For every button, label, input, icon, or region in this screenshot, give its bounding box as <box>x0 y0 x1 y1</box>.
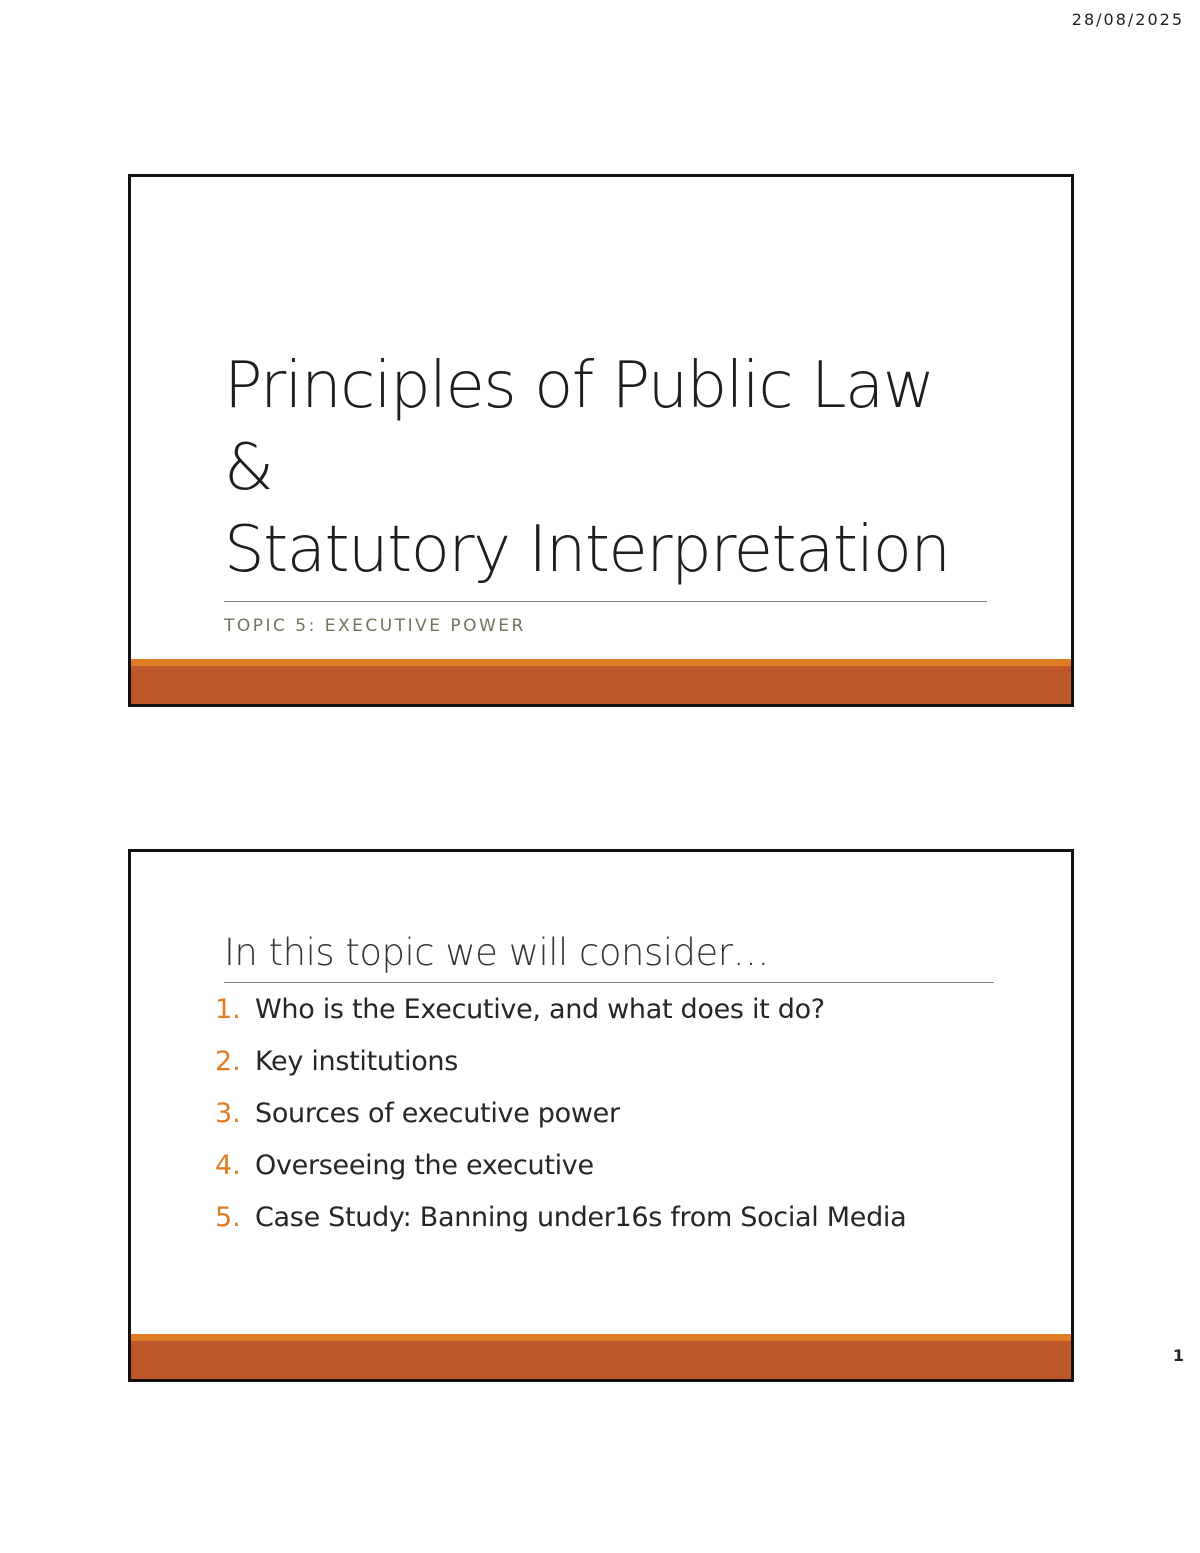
page-number: 1 <box>1172 1346 1184 1365</box>
slide-subtitle: TOPIC 5: EXECUTIVE POWER <box>224 616 526 636</box>
topic-number: 2. <box>215 1046 241 1077</box>
slide-topic-overview <box>128 849 1074 1382</box>
topic-text: Overseeing the executive <box>255 1150 594 1181</box>
topic-number: 3. <box>215 1098 241 1129</box>
topic-item-4 <box>215 1150 906 1202</box>
topic-list <box>215 994 906 1254</box>
title-line-1: Principles of Public Law & <box>224 349 934 505</box>
topic-text: Sources of executive power <box>255 1098 620 1129</box>
slide-main-title <box>224 345 987 602</box>
topic-item-1 <box>215 994 906 1046</box>
title-line-2: Statutory Interpretation <box>224 513 950 587</box>
slide-footer-band <box>131 666 1071 704</box>
slide-title <box>128 174 1074 707</box>
topic-number: 5. <box>215 1202 241 1233</box>
topic-number: 4. <box>215 1150 241 1181</box>
slide-heading: In this topic we will consider… <box>224 928 994 983</box>
topic-item-2 <box>215 1046 906 1098</box>
topic-item-3 <box>215 1098 906 1150</box>
topic-text: Case Study: Banning under16s from Social Media <box>255 1202 907 1233</box>
topic-item-5 <box>215 1202 906 1254</box>
topic-text: Key institutions <box>255 1046 458 1077</box>
topic-text: Who is the Executive, and what does it do? <box>255 994 825 1025</box>
topic-number: 1. <box>215 994 241 1025</box>
title-block <box>224 345 987 636</box>
print-date: 28/08/2025 <box>1071 10 1184 29</box>
slide-footer-band <box>131 1341 1071 1379</box>
